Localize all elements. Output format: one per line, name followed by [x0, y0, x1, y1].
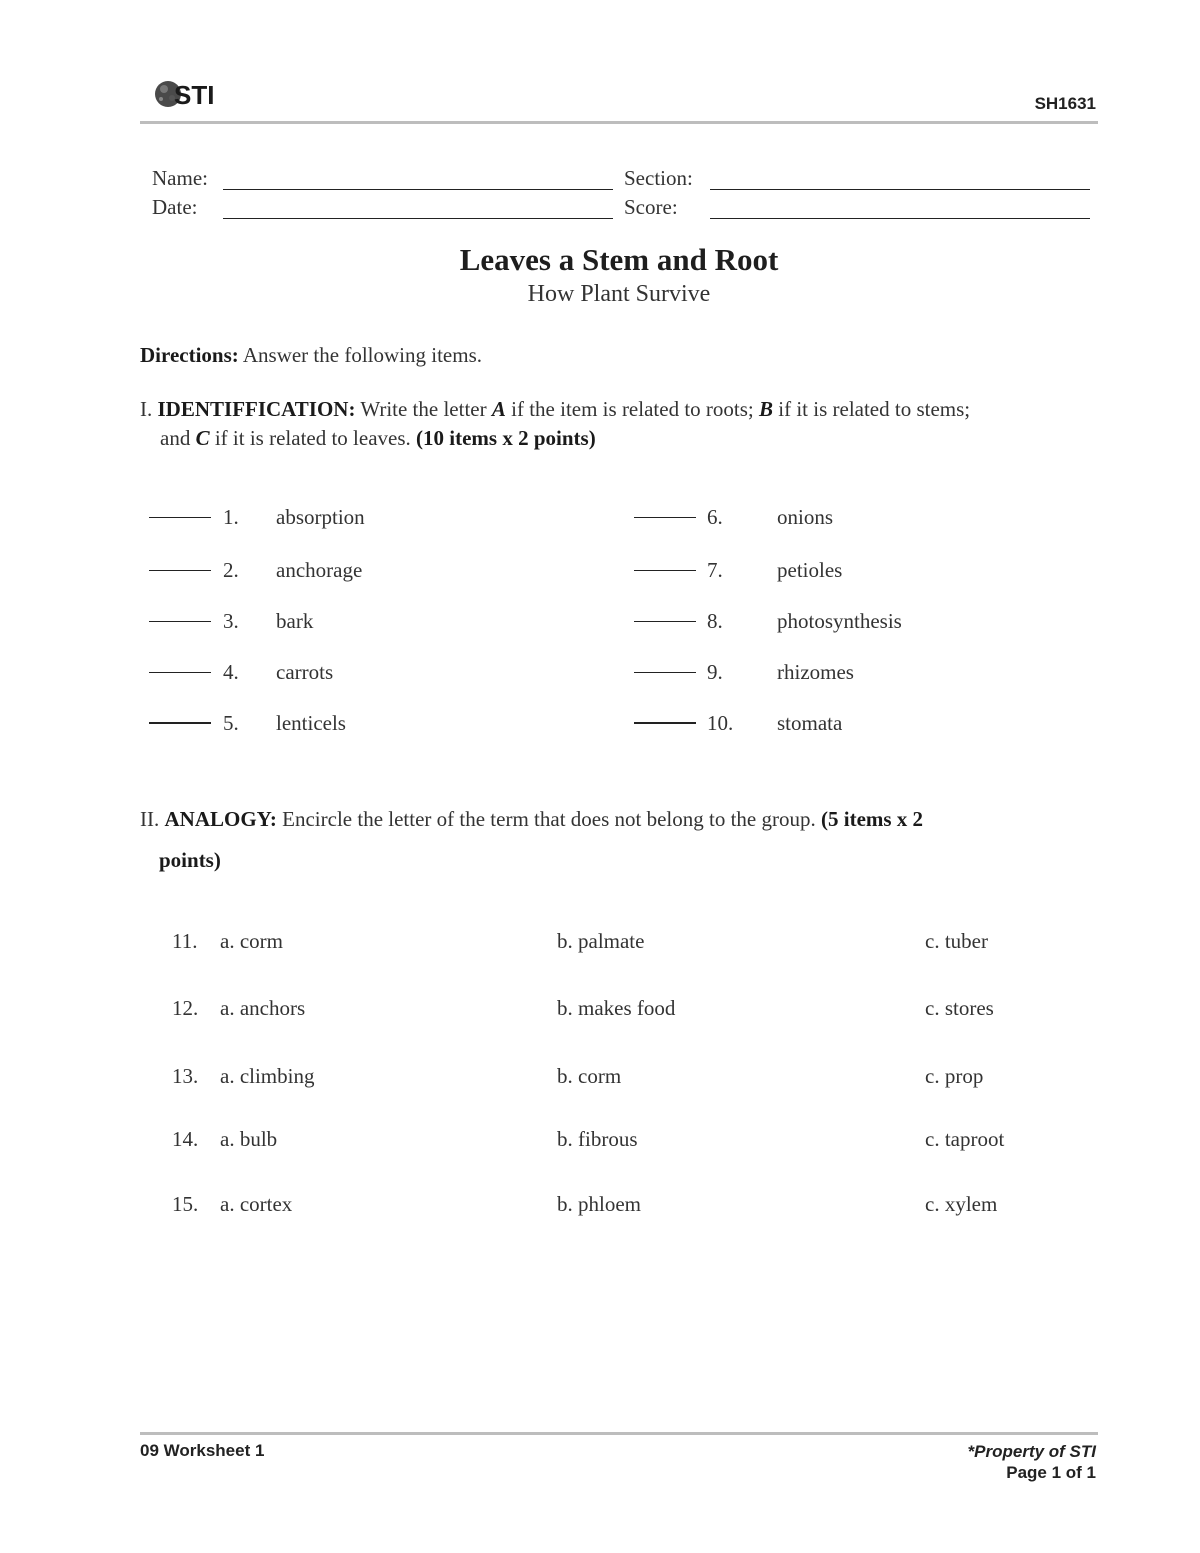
item-text: carrots	[276, 660, 334, 684]
list-item	[634, 505, 696, 523]
item-text: anchorage	[276, 558, 363, 582]
part2-numeral: II.	[140, 807, 165, 831]
choice-b[interactable]: b. palmate	[557, 929, 645, 953]
item-number: 13.	[172, 1064, 199, 1088]
logo-text: STI	[174, 80, 215, 110]
item-number: 11.	[172, 929, 198, 953]
list-item	[634, 558, 696, 576]
item-number: 14.	[172, 1127, 199, 1151]
item-number: 9.	[707, 660, 723, 684]
part1-instructions-line2	[160, 426, 596, 451]
choice-b[interactable]: b. phloem	[557, 1192, 641, 1216]
item-text: rhizomes	[777, 660, 854, 684]
choice-a[interactable]: a. corm	[220, 929, 283, 953]
part1-numeral: I.	[140, 397, 158, 421]
score-field[interactable]	[710, 218, 1090, 219]
part2-instructions	[140, 807, 1100, 832]
item-number: 3.	[223, 609, 239, 633]
item-number: 2.	[223, 558, 239, 582]
answer-blank[interactable]	[149, 517, 211, 518]
footer-property: *Property of STI	[967, 1442, 1096, 1461]
item-text: photosynthesis	[777, 609, 902, 633]
part1-text-c: if it is related to stems;	[773, 397, 971, 421]
letter-a: A	[491, 397, 506, 421]
part2-heading: ANALOGY:	[164, 807, 277, 831]
item-text: stomata	[777, 711, 843, 735]
list-item	[149, 660, 211, 678]
list-item	[634, 609, 696, 627]
worksheet-title: Leaves a Stem and Root	[459, 242, 779, 277]
item-number: 8.	[707, 609, 723, 633]
part2-instructions-line2	[159, 848, 221, 873]
part2-text: Encircle the letter of the term that does not belong to the group.	[276, 807, 821, 831]
part2-points-a: (5 items x 2	[821, 807, 924, 831]
worksheet-subtitle: How Plant Survive	[527, 281, 711, 307]
letter-b: B	[758, 397, 773, 421]
answer-blank[interactable]	[634, 570, 696, 571]
item-text: lenticels	[276, 711, 346, 735]
part1-instructions	[140, 397, 1100, 422]
name-label: Name:	[152, 166, 208, 190]
date-label: Date:	[152, 195, 198, 219]
item-text: absorption	[276, 505, 365, 529]
choice-c[interactable]: c. prop	[925, 1064, 984, 1088]
letter-c: C	[195, 426, 210, 450]
part1-heading: IDENTIFFICATION:	[157, 397, 356, 421]
answer-blank[interactable]	[634, 672, 696, 673]
list-item	[149, 711, 211, 729]
name-field[interactable]	[223, 189, 613, 190]
directions-label: Directions:	[140, 343, 239, 367]
sti-logo	[152, 76, 222, 112]
list-item	[149, 609, 211, 627]
answer-blank[interactable]	[149, 722, 211, 724]
item-text: bark	[276, 609, 314, 633]
directions	[140, 343, 482, 368]
choice-a[interactable]: a. bulb	[220, 1127, 278, 1151]
part2-points-b: points)	[159, 848, 221, 872]
part1-text-a: Write the letter	[355, 397, 492, 421]
item-number: 12.	[172, 996, 199, 1020]
item-number: 1.	[223, 505, 239, 529]
list-item	[149, 558, 211, 576]
choice-c[interactable]: c. xylem	[925, 1192, 998, 1216]
item-text: onions	[777, 505, 834, 529]
header-rule	[140, 121, 1098, 124]
footer-page-number: Page 1 of 1	[1006, 1463, 1096, 1482]
sti-logo-icon	[152, 76, 222, 112]
choice-c[interactable]: c. taproot	[925, 1127, 1005, 1151]
footer-right	[968, 1441, 1096, 1483]
item-number: 10.	[707, 711, 734, 735]
section-field[interactable]	[710, 189, 1090, 190]
score-label: Score:	[624, 195, 678, 219]
answer-blank[interactable]	[634, 722, 696, 724]
item-text: petioles	[777, 558, 843, 582]
list-item	[634, 711, 696, 729]
part1-points: (10 items x 2 points)	[416, 426, 596, 450]
date-field[interactable]	[223, 218, 613, 219]
footer-rule	[140, 1432, 1098, 1435]
answer-blank[interactable]	[149, 621, 211, 622]
item-number: 15.	[172, 1192, 199, 1216]
choice-c[interactable]: c. tuber	[925, 929, 988, 953]
part1-text-b: if the item is related to roots;	[505, 397, 759, 421]
answer-blank[interactable]	[634, 621, 696, 622]
part1-text-d: and	[160, 426, 196, 450]
choice-b[interactable]: b. corm	[557, 1064, 622, 1088]
item-number: 6.	[707, 505, 723, 529]
item-number: 5.	[223, 711, 239, 735]
directions-text: Answer the following items.	[238, 343, 482, 367]
choice-b[interactable]: b. fibrous	[557, 1127, 638, 1151]
answer-blank[interactable]	[149, 672, 211, 673]
footer-worksheet-label: 09 Worksheet 1	[140, 1441, 265, 1460]
answer-blank[interactable]	[149, 570, 211, 571]
choice-b[interactable]: b. makes food	[557, 996, 676, 1020]
list-item	[149, 505, 211, 523]
part1-text-e: if it is related to leaves.	[209, 426, 417, 450]
section-label: Section:	[624, 166, 693, 190]
answer-blank[interactable]	[634, 517, 696, 518]
item-number: 4.	[223, 660, 239, 684]
choice-a[interactable]: a. anchors	[220, 996, 306, 1020]
list-item	[634, 660, 696, 678]
item-number: 7.	[707, 558, 723, 582]
document-id: SH1631	[1034, 94, 1096, 113]
choice-c[interactable]: c. stores	[925, 996, 994, 1020]
choice-a[interactable]: a. climbing	[220, 1064, 315, 1088]
choice-a[interactable]: a. cortex	[220, 1192, 293, 1216]
